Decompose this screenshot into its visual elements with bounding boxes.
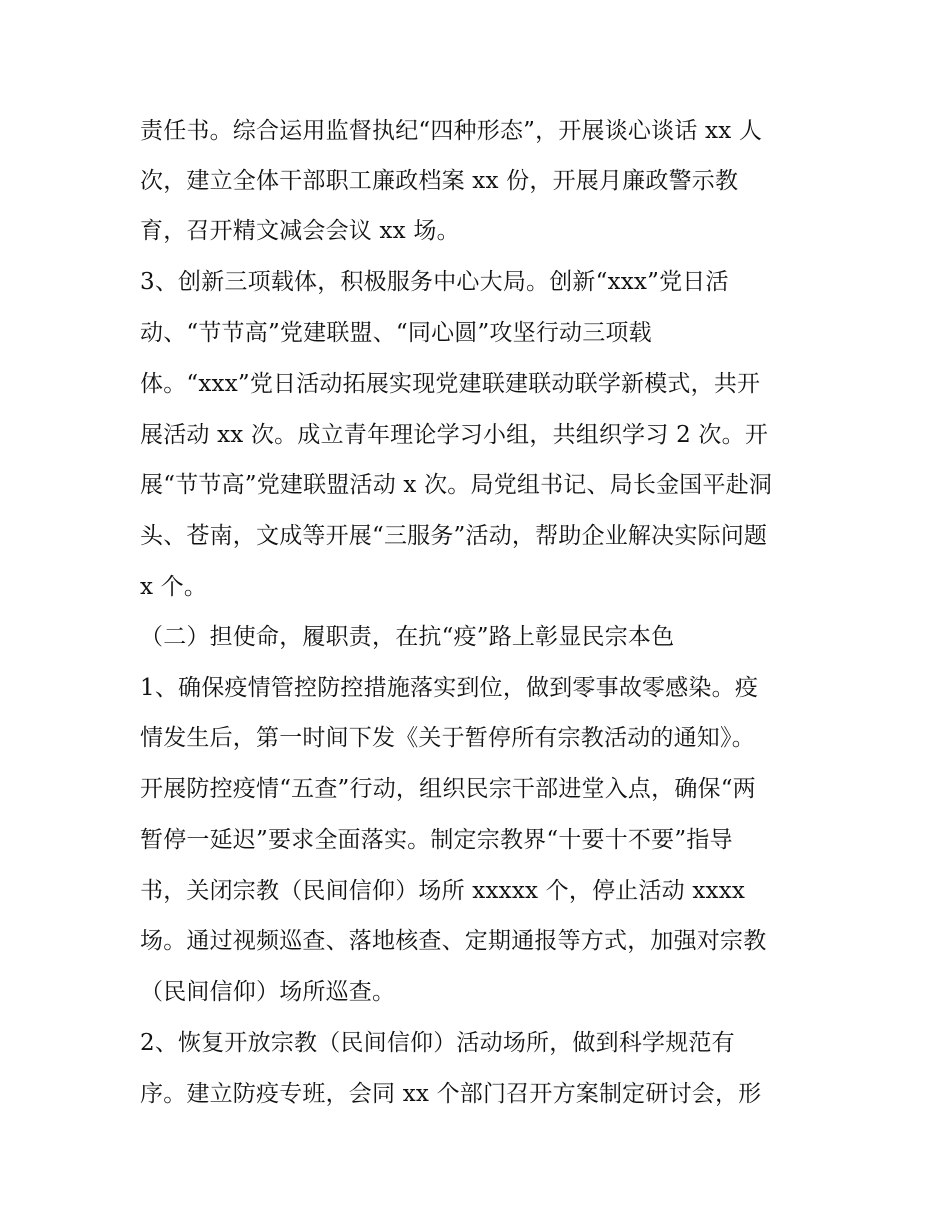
text-line-1: 责任书。综合运用监督执纪“四种形态”，开展谈心谈话 xx 人 bbox=[140, 118, 763, 144]
text-line-3: 育，召开精文减会会议 xx 场。 bbox=[140, 218, 460, 244]
text-line-12: 1、确保疫情管控防控措施落实到位，做到零事故零感染。疫 bbox=[140, 675, 759, 701]
text-line-6: 体。“xxx”党日活动拓展实现党建联建联动联学新模式，共开 bbox=[140, 371, 761, 397]
text-line-4: 3、创新三项载体，积极服务中心大局。创新“xxx”党日活 bbox=[140, 269, 729, 295]
text-line-5: 动、“节节高”党建联盟、“同心圆”攻坚行动三项载 bbox=[140, 320, 652, 346]
text-line-14: 开展防控疫情“五查”行动，组织民宗干部进堂入点，确保“两 bbox=[140, 776, 756, 802]
text-line-8: 展“节节高”党建联盟活动 x 次。局党组书记、局长金国平赴洞 bbox=[140, 472, 773, 498]
text-line-20: 序。建立防疫专班，会同 xx 个部门召开方案制定研讨会，形 bbox=[140, 1081, 762, 1107]
section-heading: （二）担使命，履职责，在抗“疫”路上彰显民宗本色 bbox=[140, 624, 675, 650]
text-line-17: 场。通过视频巡查、落地核查、定期通报等方式，加强对宗教 bbox=[140, 928, 767, 954]
text-line-18: （民间信仰）场所巡查。 bbox=[140, 979, 396, 1005]
text-line-13: 情发生后，第一时间下发《关于暂停所有宗教活动的通知》。 bbox=[140, 725, 755, 751]
text-line-19: 2、恢复开放宗教（民间信仰）活动场所，做到科学规范有 bbox=[140, 1030, 735, 1056]
text-line-9: 头、苍南，文成等开展“三服务”活动，帮助企业解决实际问题 bbox=[140, 523, 768, 549]
text-line-10: x 个。 bbox=[140, 574, 208, 600]
text-line-16: 书，关闭宗教（民间信仰）场所 xxxxx 个，停止活动 xxxx bbox=[140, 878, 746, 904]
text-line-7: 展活动 xx 次。成立青年理论学习小组，共组织学习 2 次。开 bbox=[140, 422, 769, 448]
text-line-2: 次，建立全体干部职工廉政档案 xx 份，开展月廉政警示教 bbox=[140, 168, 739, 194]
text-line-15: 暂停一延迟”要求全面落实。制定宗教界“十要十不要”指导 bbox=[140, 827, 733, 853]
